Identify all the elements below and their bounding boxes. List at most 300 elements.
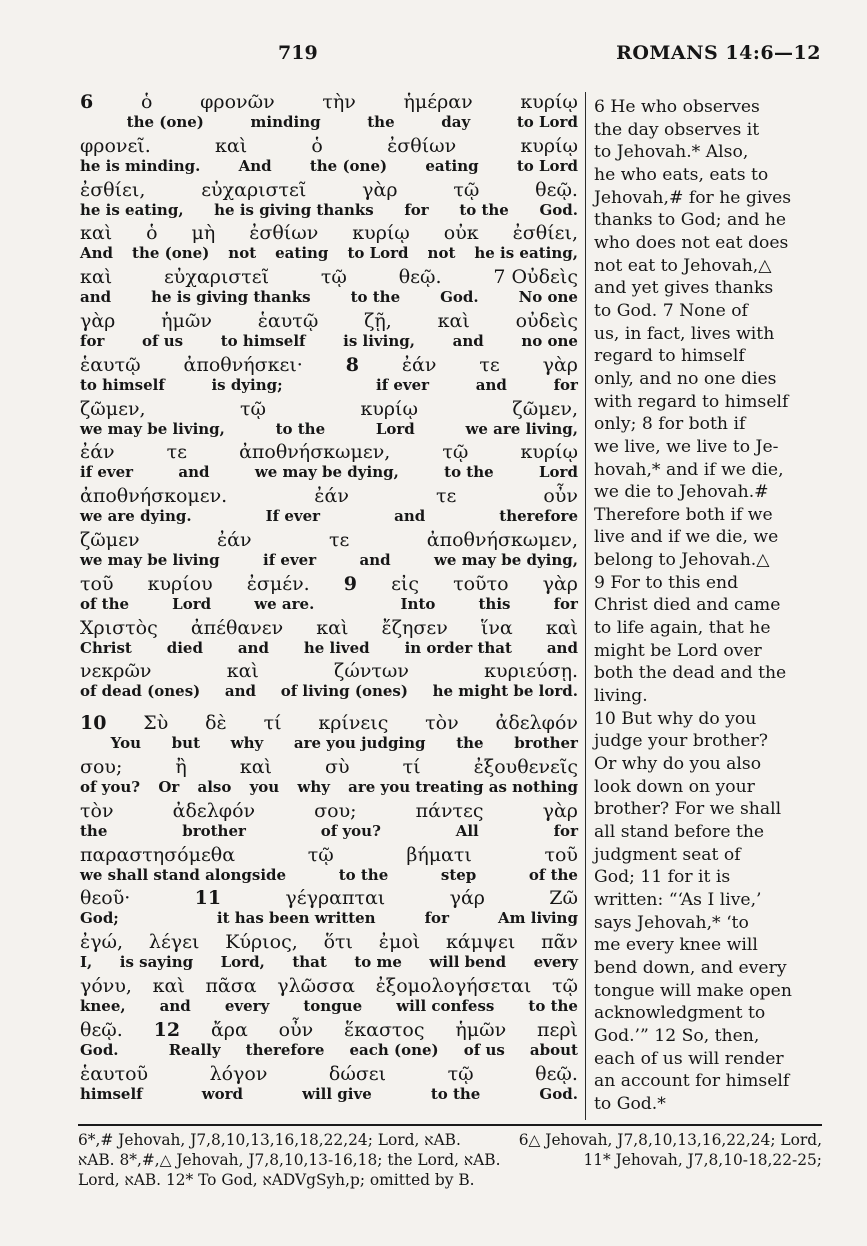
interlinear-row: [80, 888, 578, 932]
english-gloss: of us: [142, 331, 184, 350]
interlinear-row: [80, 845, 578, 889]
english-gloss: he is giving thanks: [151, 288, 311, 307]
translation-line: hovah,* and if we die,: [594, 459, 784, 480]
greek-line: [80, 180, 578, 201]
english-gloss: You: [110, 734, 141, 753]
greek-word: γὰρ: [542, 799, 578, 822]
greek-line: [80, 661, 578, 682]
greek-word: πᾶσα: [205, 974, 257, 997]
english-gloss: to the: [275, 419, 326, 438]
interlinear-row: [80, 976, 578, 1020]
english-gloss-line: [80, 244, 578, 262]
english-gloss: eating: [425, 156, 479, 175]
english-gloss: and: [159, 996, 191, 1015]
english-gloss: God.: [80, 1040, 119, 1059]
greek-word: τὸν: [425, 712, 459, 735]
interlinear-row: [80, 136, 578, 180]
english-gloss: If ever: [265, 507, 321, 526]
english-gloss: knee,: [80, 996, 126, 1015]
greek-line: [80, 618, 578, 639]
english-gloss: for: [553, 375, 578, 394]
english-gloss: and: [546, 638, 578, 657]
greek-word: θεῷ.: [535, 178, 578, 201]
translation-line: only, and no one dies: [594, 368, 777, 389]
greek-word: ἐμοὶ: [378, 931, 421, 954]
greek-word: ἀποθνήσκωμεν,: [239, 441, 391, 464]
english-gloss: brother: [182, 821, 246, 840]
translation-line: tongue will make open: [594, 980, 792, 1001]
english-gloss: God.: [440, 288, 479, 307]
column-divider: [585, 92, 586, 1120]
greek-line: [80, 713, 578, 734]
greek-word: ὁ: [146, 222, 158, 245]
greek-word: τοῦ: [80, 572, 114, 595]
english-gloss: the: [456, 734, 484, 753]
greek-word: οὖν: [278, 1018, 314, 1041]
greek-word: Χριστὸς: [80, 616, 158, 639]
english-gloss: eating: [275, 244, 329, 263]
english-gloss: he might be lord.: [432, 682, 578, 701]
english-gloss-line: [80, 157, 578, 175]
english-gloss-line: [80, 420, 578, 438]
translation-line: both the dead and the: [594, 663, 787, 684]
verse-number: 10: [80, 712, 107, 735]
english-gloss: not: [427, 244, 456, 263]
translation-line: brother? For we shall: [594, 799, 782, 820]
greek-word: σὺ: [325, 755, 350, 778]
greek-word: νεκρῶν: [80, 660, 152, 683]
greek-word: τοῦ: [544, 843, 578, 866]
footnote-line: [78, 1130, 822, 1150]
translation-line: might be Lord over: [594, 640, 762, 661]
greek-line: [80, 976, 578, 997]
translation-line: we live, we live to Je-: [594, 436, 779, 457]
greek-word: ἑαυτοῦ: [80, 1062, 149, 1085]
greek-word: θεῷ.: [80, 1018, 123, 1041]
verse-number: 12: [153, 1018, 181, 1041]
greek-word: παραστησόμεθα: [80, 843, 236, 866]
greek-word: καὶ: [80, 222, 113, 245]
translation-line: written: “‘As I live,’: [594, 889, 762, 910]
english-gloss-line: [80, 463, 578, 481]
greek-word: ἐσθίει,: [80, 178, 146, 201]
english-gloss: the (one): [126, 113, 204, 131]
greek-word: μὴ: [191, 222, 216, 245]
english-gloss: to the: [338, 865, 389, 884]
footnote-text: Lord, אAB. 12* To God, אADVgSyh,p; omitted by B.: [78, 1171, 475, 1189]
greek-word: τε: [479, 353, 500, 376]
english-gloss: God.: [539, 200, 578, 219]
english-gloss: I,: [80, 953, 93, 972]
greek-word: τῷ: [307, 843, 334, 866]
greek-word: καὶ: [316, 616, 349, 639]
translation-line: judge your brother?: [594, 731, 768, 752]
english-gloss: is dying;: [211, 375, 283, 394]
greek-word: γόνυ,: [80, 974, 132, 997]
greek-word: τί: [263, 712, 282, 735]
greek-line: [80, 267, 578, 288]
greek-word: κυρίῳ: [520, 134, 578, 157]
greek-word: γὰρ: [542, 353, 578, 376]
english-gloss: of you?: [320, 821, 381, 840]
greek-word: καὶ: [226, 660, 259, 683]
english-gloss: for: [424, 909, 449, 928]
english-gloss: All: [455, 821, 479, 840]
translation-line: who does not eat does: [594, 232, 789, 253]
greek-word: εἰς: [391, 572, 419, 595]
verse-number: 9: [343, 572, 357, 595]
english-gloss: Into: [400, 594, 436, 613]
greek-line: [80, 486, 578, 507]
greek-word: Κύριος,: [225, 931, 298, 954]
translation-line: Or why do you also: [594, 754, 762, 775]
greek-word: λέγει: [148, 931, 200, 954]
page-number: 719: [278, 42, 318, 64]
greek-word: τὸν: [80, 799, 114, 822]
translation-line: each of us will render: [594, 1048, 784, 1069]
greek-word: καὶ: [152, 974, 185, 997]
greek-word: ἕκαστος: [344, 1018, 425, 1041]
english-gloss: Or: [158, 777, 180, 796]
english-gloss: himself: [80, 1084, 143, 1103]
greek-word: τὴν: [322, 91, 356, 113]
interlinear-row: [80, 1020, 578, 1064]
translation-line: to Jehovah.* Also,: [594, 142, 749, 163]
english-gloss: and: [224, 682, 257, 701]
greek-word: ζῇ,: [364, 309, 392, 332]
greek-word: ἀδελφόν: [495, 712, 578, 735]
greek-word: ἐξομολογήσεται: [375, 974, 532, 997]
greek-line: [80, 223, 578, 244]
translation-line: all stand before the: [594, 822, 765, 842]
english-gloss: God;: [80, 909, 119, 928]
english-gloss: in order that: [404, 638, 512, 657]
english-gloss: for: [553, 594, 578, 613]
english-gloss: of living (ones): [280, 682, 408, 701]
english-gloss-line: [80, 113, 578, 131]
english-gloss: for: [404, 200, 429, 219]
translation-line: to God.*: [594, 1093, 666, 1114]
english-gloss: but: [171, 734, 200, 753]
verse-number: 8: [345, 353, 359, 376]
english-gloss: he is eating,: [474, 244, 578, 263]
greek-word: ἀποθνήσκωμεν,: [426, 528, 578, 551]
greek-word: ἐάν: [80, 441, 115, 464]
english-gloss: Christ: [80, 638, 132, 657]
greek-word: ἡμέραν: [403, 91, 473, 113]
english-gloss: also: [197, 777, 232, 796]
english-gloss: he is minding.: [80, 156, 201, 175]
greek-word: ἑαυτῷ: [80, 353, 141, 376]
english-gloss-line: [80, 1085, 578, 1103]
greek-word: θεῷ.: [398, 266, 442, 289]
translation-line: bend down, and every: [594, 957, 787, 978]
greek-word: ἀποθνήσκει·: [183, 353, 303, 376]
greek-line: [80, 442, 578, 463]
translation-line: says Jehovah,* ‘to: [594, 912, 749, 933]
english-gloss-line: [80, 595, 578, 613]
english-gloss: to me: [354, 953, 402, 972]
english-gloss-line: [80, 639, 578, 657]
english-gloss-line: [80, 507, 578, 525]
translation-line: only; 8 for both if: [594, 414, 746, 435]
english-gloss: and: [394, 507, 426, 526]
english-gloss: and: [80, 288, 112, 307]
english-gloss: of us: [463, 1040, 505, 1059]
translation-line: 6 He who observes: [594, 97, 760, 117]
greek-word: κυρίου: [147, 572, 213, 595]
english-gloss-line: [80, 551, 578, 569]
english-gloss-line: [80, 1041, 578, 1059]
greek-word: εὐχαριστεῖ: [201, 178, 307, 201]
english-gloss: the (one): [132, 244, 210, 263]
english-gloss: the: [367, 113, 395, 131]
greek-word: ἡμῶν: [161, 309, 212, 332]
greek-word: οὖν: [543, 485, 578, 508]
english-gloss: to Lord: [347, 244, 409, 263]
english-gloss: minding: [250, 113, 321, 131]
footnote-text: 6*,# Jehovah, J7,8,10,13,16,18,22,24; Lord, אAB.: [78, 1131, 461, 1149]
greek-word: τῷ: [320, 266, 347, 289]
greek-word: καὶ: [239, 755, 272, 778]
translation-line: he who eats, eats to: [594, 164, 769, 185]
english-gloss: of you?: [80, 777, 141, 796]
translation-line: to God. 7 None of: [594, 300, 748, 321]
greek-line: [80, 311, 578, 332]
english-gloss: No one: [518, 288, 578, 307]
interlinear-row: [80, 267, 578, 311]
english-gloss: we may be living: [80, 550, 220, 569]
verse-number: 11: [194, 887, 222, 910]
interlinear-row: [80, 801, 578, 845]
english-gloss: that: [292, 953, 327, 972]
footnote-text: 6△ Jehovah, J7,8,10,13,16,22,24; Lord,: [518, 1131, 822, 1149]
english-gloss: of the: [528, 865, 578, 884]
greek-word: τῷ: [551, 974, 578, 997]
english-gloss: are you treating as nothing: [348, 777, 578, 796]
greek-word: τῷ: [447, 1062, 474, 1085]
greek-word: τοῦτο: [453, 572, 509, 595]
english-gloss: and: [452, 331, 484, 350]
greek-word: ἐάν: [401, 353, 437, 376]
greek-word: ὁ: [140, 91, 153, 113]
english-gloss: Lord: [375, 419, 415, 438]
english-gloss: he is eating,: [80, 200, 184, 219]
greek-word: ὁ: [311, 134, 323, 157]
greek-word: ἐάν: [314, 485, 349, 508]
greek-line: [80, 1020, 578, 1041]
translation-line: living.: [594, 686, 648, 707]
greek-word: ἐάν: [216, 528, 252, 551]
greek-word: κυρίῳ: [520, 91, 578, 113]
translation-line: an account for himself: [594, 1071, 790, 1092]
greek-word: γάρ: [449, 887, 485, 910]
english-gloss: is saying: [119, 953, 194, 972]
english-gloss: Lord,: [220, 953, 265, 972]
english-gloss: therefore: [499, 507, 578, 526]
footnote-rule: [78, 1124, 822, 1126]
greek-line: [80, 801, 578, 822]
greek-word: τε: [435, 485, 457, 508]
translation-line: not eat to Jehovah,△: [594, 255, 772, 276]
greek-line: [80, 1064, 578, 1085]
english-gloss: word: [201, 1084, 243, 1103]
english-gloss: why: [297, 777, 330, 796]
english-gloss: are you judging: [293, 734, 426, 753]
english-gloss: we shall stand alongside: [80, 865, 287, 884]
english-gloss: step: [440, 865, 477, 884]
greek-word: ἐσθίει,: [512, 222, 578, 245]
interlinear-row: [80, 442, 578, 486]
interlinear-row: [80, 486, 578, 530]
greek-word: γὰρ: [80, 309, 116, 332]
greek-line: [80, 355, 578, 376]
translation-line: thanks to God; and he: [594, 210, 787, 231]
english-gloss: died: [166, 638, 203, 657]
translation-line: live and if we die, we: [594, 527, 779, 548]
english-gloss: and: [178, 463, 210, 482]
english-gloss: we may be dying,: [434, 550, 578, 569]
greek-word: πᾶν: [541, 931, 578, 954]
english-gloss-line: [80, 778, 578, 796]
english-gloss-line: [80, 376, 578, 394]
english-gloss: will bend: [429, 953, 507, 972]
english-gloss-line: [80, 682, 578, 700]
english-gloss-line: [80, 822, 578, 840]
footnote-text: 11* Jehovah, J7,8,10-18,22-25;: [583, 1151, 822, 1169]
greek-word: ἀπέθανεν: [190, 616, 284, 639]
greek-word: Σὺ: [143, 712, 169, 735]
english-gloss: of dead (ones): [80, 682, 201, 701]
greek-word: ἐξουθενεῖς: [473, 755, 578, 778]
greek-word: φρονεῖ.: [80, 134, 151, 157]
greek-word: δὲ: [205, 712, 227, 735]
greek-word: εὐχαριστεῖ: [163, 266, 270, 289]
translation-line: God; 11 for it is: [594, 867, 731, 888]
english-gloss: is living,: [343, 331, 415, 350]
footnotes: [78, 1130, 822, 1190]
english-gloss: and: [237, 638, 269, 657]
interlinear-row: [80, 932, 578, 976]
translation-line: Christ died and came: [594, 595, 781, 616]
greek-line: [80, 530, 578, 551]
greek-line: [80, 757, 578, 778]
interlinear-row: [80, 180, 578, 224]
greek-word: οὐδεὶς: [515, 309, 578, 332]
english-gloss: every: [533, 953, 578, 972]
english-gloss: you: [249, 777, 280, 796]
greek-word: κρίνεις: [318, 712, 389, 735]
english-gloss-line: [80, 997, 578, 1015]
greek-word: ἐσθίων: [249, 222, 319, 245]
english-gloss: we are dying.: [80, 507, 192, 526]
greek-word: τῷ: [442, 441, 469, 464]
english-gloss: Am living: [498, 909, 578, 928]
greek-word: τε: [166, 441, 187, 464]
greek-line: [80, 574, 578, 595]
english-gloss: he is giving thanks: [214, 200, 374, 219]
english-gloss: this: [478, 594, 511, 613]
greek-word: τε: [328, 528, 350, 551]
english-gloss: we are.: [254, 594, 315, 613]
translation-line: judgment seat of: [594, 844, 741, 865]
english-gloss: and: [359, 550, 391, 569]
greek-word: ἄρα: [210, 1018, 248, 1041]
translation-line: me every knee will: [594, 935, 758, 956]
translation-line: with regard to himself: [594, 391, 789, 412]
english-gloss: God.: [539, 1084, 578, 1103]
greek-word: καὶ: [80, 266, 113, 289]
english-gloss-line: [80, 332, 578, 350]
interlinear-row: [80, 1064, 578, 1108]
greek-word: τί: [402, 755, 421, 778]
english-gloss: And: [80, 244, 114, 263]
greek-word: οὐκ: [443, 222, 479, 245]
greek-word: κυρίῳ: [520, 441, 578, 464]
english-gloss: to himself: [220, 331, 306, 350]
translation-line: 9 For to this end: [594, 572, 739, 593]
english-gloss-line: [80, 909, 578, 927]
interlinear-row: [80, 355, 578, 399]
greek-word: πάντες: [415, 799, 484, 822]
greek-word: καὶ: [215, 134, 248, 157]
english-gloss: why: [230, 734, 264, 753]
interlinear-row: [80, 311, 578, 355]
greek-word: λόγον: [209, 1062, 268, 1085]
english-gloss: for: [80, 331, 105, 350]
translation-line: 10 But why do you: [594, 708, 757, 729]
interlinear-row: [80, 399, 578, 443]
english-gloss-line: [80, 288, 578, 306]
translation-line: to life again, that he: [594, 618, 771, 639]
english-gloss: if ever: [376, 375, 430, 394]
english-gloss: will confess: [396, 996, 495, 1015]
greek-word: ὅτι: [323, 931, 353, 954]
greek-word: περὶ: [536, 1018, 578, 1041]
interlinear-row: [80, 757, 578, 801]
english-gloss: of the: [80, 594, 130, 613]
interlinear-row: [80, 92, 578, 136]
english-gloss: brother: [514, 734, 578, 753]
interlinear-column: [80, 92, 578, 1107]
translation-line: acknowledgment to: [594, 1003, 766, 1024]
english-gloss: if ever: [263, 550, 317, 569]
english-gloss: and: [475, 375, 507, 394]
greek-word: φρονῶν: [200, 91, 275, 113]
greek-word: κυριεύσῃ.: [484, 660, 578, 683]
greek-word: καὶ: [545, 616, 578, 639]
english-gloss: tongue: [303, 996, 363, 1015]
english-gloss: for: [553, 821, 578, 840]
translation-line: Jehovah,# for he gives: [594, 187, 792, 208]
greek-line: [80, 92, 578, 113]
translation-line: look down on your: [594, 776, 755, 797]
english-gloss: And: [238, 156, 272, 175]
english-gloss-line: [80, 734, 578, 752]
greek-word: κάμψει: [446, 931, 516, 954]
greek-word: ἑαυτῷ: [257, 309, 319, 332]
english-gloss: to the: [430, 1084, 481, 1103]
english-gloss: Lord: [172, 594, 212, 613]
english-gloss-line: [80, 866, 578, 884]
greek-word: ἐγώ,: [80, 931, 124, 954]
translation-line: Therefore both if we: [594, 504, 773, 525]
english-gloss-line: [80, 953, 578, 971]
greek-line: [80, 932, 578, 953]
greek-word: κυρίῳ: [352, 222, 410, 245]
greek-word: κυρίῳ: [360, 397, 418, 420]
english-gloss: we may be living,: [80, 419, 225, 438]
